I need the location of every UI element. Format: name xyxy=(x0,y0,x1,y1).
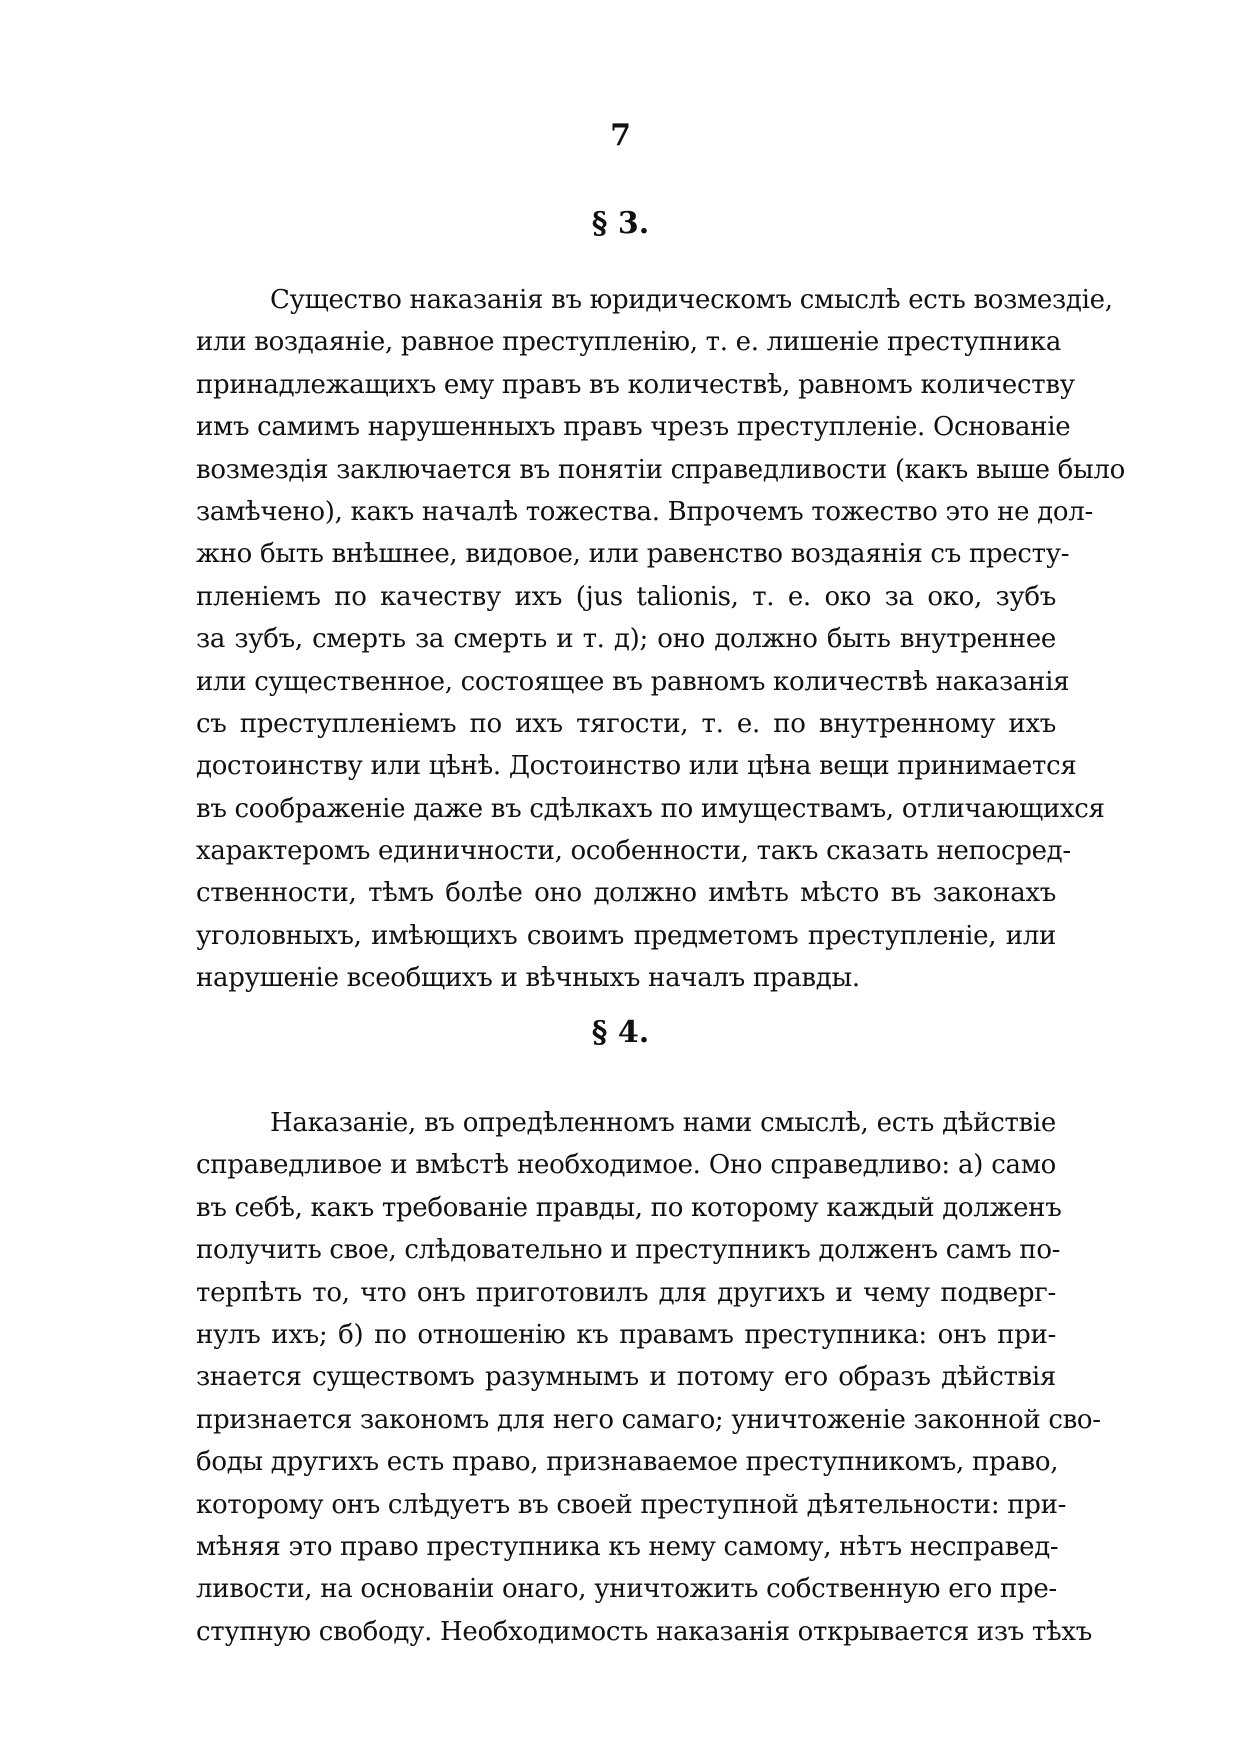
text-line: пленіемъ по качеству ихъ (jus talionis, т. е. око за око, зубъ xyxy=(196,581,1056,612)
text-line: ступную свободу. Необходимость наказанія открывается изъ тѣхъ xyxy=(196,1616,1092,1647)
text-line: замѣчено), какъ началѣ тожества. Впрочемъ тожество это не дол- xyxy=(196,496,1093,527)
text-line: справедливое и вмѣстѣ необходимое. Оно справедливо: а) само xyxy=(196,1150,1056,1181)
text-line: или существенное, состоящее въ равномъ количествѣ наказанія xyxy=(196,666,1070,697)
text-line: боды другихъ есть право, признаваемое преступникомъ, право, xyxy=(196,1447,1059,1478)
text-line: Наказаніе, въ опредѣленномъ нами смыслѣ, есть дѣйствіе xyxy=(270,1108,1056,1138)
page-number: 7 xyxy=(610,118,631,153)
section-4-paragraph xyxy=(196,1102,1101,1653)
text-line: принадлежащихъ ему правъ въ количествѣ, равномъ количеству xyxy=(196,369,1075,400)
text-line: имъ самимъ нарушенныхъ правъ чрезъ преступленіе. Основаніе xyxy=(196,412,1071,443)
text-line: или воздаяніе, равное преступленію, т. е. лишеніе преступника xyxy=(196,327,1062,358)
text-line: нулъ ихъ; б) по отношенію къ правамъ преступника: онъ при- xyxy=(196,1319,1056,1350)
text-line: мѣняя это право преступника къ нему самому, нѣтъ несправед- xyxy=(196,1531,1059,1562)
text-line: жно быть внѣшнее, видовое, или равенство воздаянія съ престу- xyxy=(196,539,1070,570)
text-line: признается закономъ для него самаго; уничтоженіе законной сво- xyxy=(196,1404,1101,1435)
text-line: Существо наказанія въ юридическомъ смыслѣ есть возмездіе, xyxy=(270,285,1113,315)
text-line: возмездія заключается въ понятіи справедливости (какъ выше было xyxy=(196,454,1125,485)
section-3-paragraph xyxy=(196,279,1125,1000)
text-line: въ соображеніе даже въ сдѣлкахъ по имуществамъ, отличающихся xyxy=(196,793,1105,824)
text-line: ственности, тѣмъ болѣе оно должно имѣть мѣсто въ законахъ xyxy=(196,878,1056,909)
text-line: получить свое, слѣдовательно и преступникъ долженъ самъ по- xyxy=(196,1235,1061,1266)
section-4-heading: § 4. xyxy=(591,1015,650,1050)
text-line: знается существомъ разумнымъ и потому его образъ дѣйствія xyxy=(196,1362,1056,1393)
section-3-heading: § 3. xyxy=(591,206,650,241)
text-line: уголовныхъ, имѣющихъ своимъ предметомъ преступленіе, или xyxy=(196,920,1056,951)
text-line: которому онъ слѣдуетъ въ своей преступной дѣятельности: при- xyxy=(196,1489,1067,1520)
text-line: съ преступленіемъ по ихъ тягости, т. е. по внутренному ихъ xyxy=(196,708,1056,739)
text-line: ливости, на основаніи онаго, уничтожить собственную его пре- xyxy=(196,1574,1057,1605)
text-line: терпѣть то, что онъ приготовилъ для другихъ и чему подверг- xyxy=(196,1277,1056,1308)
text-line: въ себѣ, какъ требованіе правды, по которому каждый долженъ xyxy=(196,1192,1062,1223)
text-line: характеромъ единичности, особенности, такъ сказать непосред- xyxy=(196,836,1071,867)
text-line: нарушеніе всеобщихъ и вѣчныхъ началъ правды. xyxy=(196,963,860,994)
text-line: за зубъ, смерть за смерть и т. д); оно должно быть внутреннее xyxy=(196,624,1056,655)
text-line: достоинству или цѣнѣ. Достоинство или цѣна вещи принимается xyxy=(196,751,1077,782)
